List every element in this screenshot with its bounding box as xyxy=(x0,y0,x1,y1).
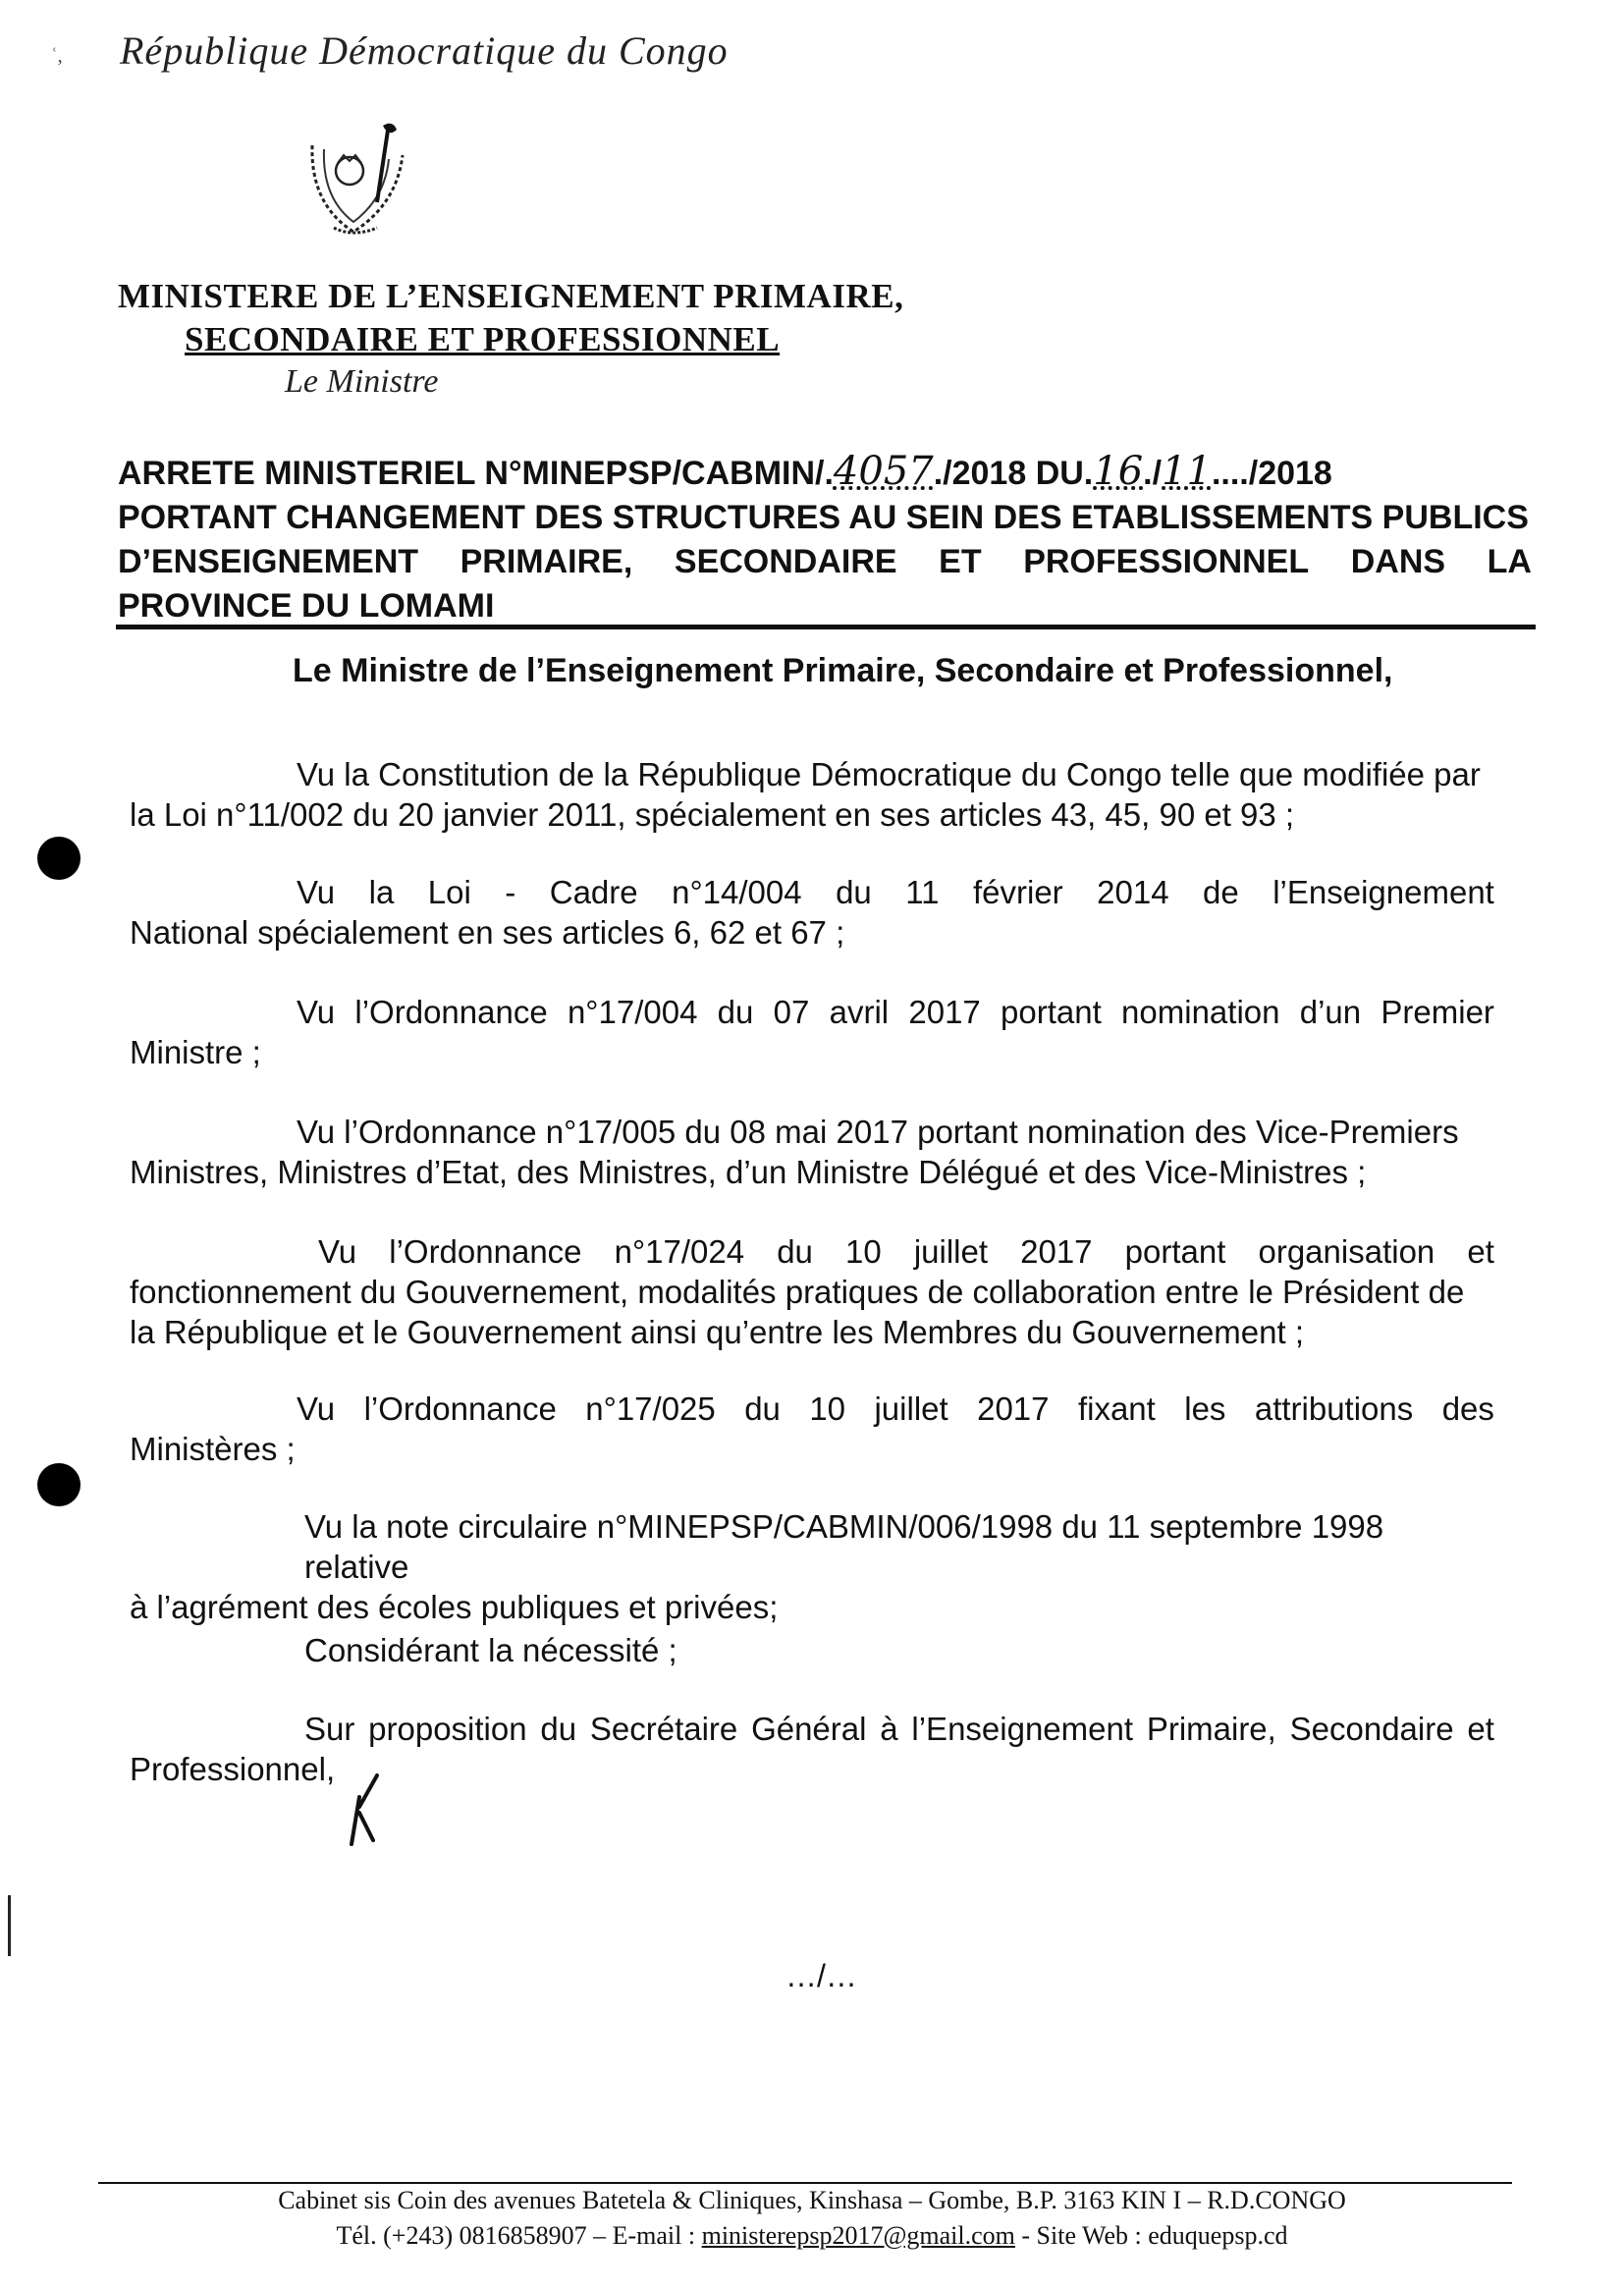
paragraph-line: Vu la note circulaire n°MINEPSP/CABMIN/006/1998 du 11 septembre 1998 relative xyxy=(304,1508,1384,1585)
decree-title-line1 xyxy=(118,450,1532,496)
word: l’Ordonnance xyxy=(389,1233,582,1270)
word: juillet xyxy=(874,1390,948,1427)
word: n°17/024 xyxy=(614,1233,745,1270)
word: 10 xyxy=(845,1233,882,1270)
coat-of-arms-icon xyxy=(295,116,422,244)
word: - xyxy=(505,874,516,910)
paragraph-constitution xyxy=(130,754,1494,835)
paragraph-ordonnance-17-005 xyxy=(130,1112,1494,1192)
minister-heading: Le Ministre de l’Enseignement Primaire, Secondaire et Professionnel, xyxy=(293,652,1393,689)
word: et xyxy=(1467,1233,1494,1270)
paragraph-loi-cadre xyxy=(130,872,1494,953)
minister-title-script: Le Ministre xyxy=(285,363,439,400)
word: organisation xyxy=(1258,1233,1435,1270)
handwritten-month: 11 xyxy=(1162,449,1212,494)
paragraph-line xyxy=(130,1389,1494,1429)
title-word: LA xyxy=(1487,543,1532,580)
word: de xyxy=(1203,874,1239,910)
word: du xyxy=(717,994,754,1030)
title-word: PRIMAIRE, xyxy=(460,543,633,580)
word: Secondaire xyxy=(1289,1711,1454,1747)
footer-email-link[interactable]: ministerepsp2017@gmail.com xyxy=(701,2221,1015,2250)
paragraph-line xyxy=(130,1709,1494,1749)
paragraph-considerant xyxy=(130,1630,1494,1670)
word: Général xyxy=(751,1711,867,1747)
word: juillet xyxy=(913,1233,989,1270)
word: Sur xyxy=(304,1711,355,1747)
paragraph-line: la République et le Gouvernement ainsi qu’entre les Membres du Gouvernement ; xyxy=(130,1314,1304,1350)
title-word: DANS xyxy=(1350,543,1446,580)
word: n°17/025 xyxy=(585,1390,716,1427)
footer-divider xyxy=(98,2182,1512,2184)
paragraph-note-circulaire xyxy=(130,1506,1494,1627)
word: 2017 xyxy=(977,1390,1050,1427)
word: attributions xyxy=(1254,1390,1414,1427)
word: du xyxy=(744,1390,781,1427)
handwritten-day: 16 xyxy=(1093,449,1144,494)
word: Cadre xyxy=(549,874,638,910)
word: 2017 xyxy=(908,994,981,1030)
title-divider xyxy=(116,625,1536,629)
word: à xyxy=(880,1711,898,1747)
ministry-name-line2: SECONDAIRE ET PROFESSIONNEL xyxy=(185,320,781,358)
word: n°14/004 xyxy=(672,874,802,910)
paragraph-line: Vu l’Ordonnance n°17/005 du 08 mai 2017 portant nomination des Vice-Premiers xyxy=(297,1114,1459,1150)
paragraph-ordonnance-17-024 xyxy=(130,1231,1494,1352)
word: avril xyxy=(829,994,890,1030)
paragraph-line: fonctionnement du Gouvernement, modalités pratiques de collaboration entre le Président de xyxy=(130,1274,1465,1310)
paragraph-line: National spécialement en ses articles 6, 62 et 67 ; xyxy=(130,914,845,951)
title-word: ET xyxy=(939,543,982,580)
word: 2017 xyxy=(1020,1233,1093,1270)
word: la xyxy=(368,874,395,910)
word: Vu xyxy=(318,1233,357,1270)
title-word: SECONDAIRE xyxy=(674,543,897,580)
page-continuation: …/… xyxy=(785,1958,857,1993)
decree-title-line3 xyxy=(118,540,1532,584)
decree-title xyxy=(118,450,1532,628)
word: l’Enseignement xyxy=(1272,874,1494,910)
decree-year-part: ./2018 DU. xyxy=(933,455,1094,492)
word: les xyxy=(1184,1390,1226,1427)
title-word: D’ENSEIGNEMENT xyxy=(118,543,419,580)
word: 07 xyxy=(773,994,810,1030)
word: du xyxy=(540,1711,577,1747)
footer-address: Cabinet sis Coin des avenues Batetela & Cliniques, Kinshasa – Gombe, B.P. 3163 KIN I – R.D.CONGO xyxy=(278,2186,1346,2214)
scan-edge-mark xyxy=(8,1895,11,1956)
paragraph-ordonnance-17-004 xyxy=(130,992,1494,1072)
word: portant xyxy=(1001,994,1102,1030)
word: Primaire, xyxy=(1146,1711,1276,1747)
paragraph-line: Considérant la nécessité ; xyxy=(304,1632,677,1668)
paragraph-line: Professionnel, xyxy=(130,1751,336,1787)
word: d’un xyxy=(1299,994,1362,1030)
footer-website: - Site Web : eduquepsp.cd xyxy=(1014,2221,1288,2250)
republic-heading: République Démocratique du Congo xyxy=(120,28,729,73)
word: Vu xyxy=(297,874,336,910)
paragraph-line xyxy=(130,992,1494,1032)
title-word: PROFESSIONNEL xyxy=(1023,543,1310,580)
paragraph-line: à l’agrément des écoles publiques et privées; xyxy=(130,1589,779,1625)
word: l’Enseignement xyxy=(911,1711,1134,1747)
word: Vu xyxy=(297,1390,336,1427)
word: février xyxy=(972,874,1063,910)
decree-number-prefix: ARRETE MINISTERIEL N°MINEPSP/CABMIN/. xyxy=(118,455,834,492)
word: Vu xyxy=(297,994,336,1030)
word: nomination xyxy=(1121,994,1280,1030)
paragraph-ordonnance-17-025 xyxy=(130,1389,1494,1469)
footer-phone: Tél. (+243) 0816858907 – E-mail : xyxy=(336,2221,702,2250)
ministry-name-line1: MINISTERE DE L’ENSEIGNEMENT PRIMAIRE, xyxy=(118,277,904,315)
date-separator: ./ xyxy=(1143,455,1163,492)
word: 10 xyxy=(809,1390,846,1427)
decree-title-line4: PROVINCE DU LOMAMI xyxy=(118,587,495,625)
scan-tick-mark: ʿ, xyxy=(51,45,63,67)
word: du xyxy=(836,874,872,910)
decree-date-suffix: ..../2018 xyxy=(1211,455,1332,492)
paragraph-line: Vu la Constitution de la République Démocratique du Congo telle que modifiée par xyxy=(297,756,1481,792)
word: l’Ordonnance xyxy=(363,1390,557,1427)
punch-hole-mark xyxy=(37,1463,81,1506)
word: 2014 xyxy=(1097,874,1169,910)
paragraph-line: Ministères ; xyxy=(130,1431,296,1467)
initial-signature-icon xyxy=(334,1768,383,1846)
word: fixant xyxy=(1077,1390,1156,1427)
word: Secrétaire xyxy=(589,1711,738,1747)
paragraph-line xyxy=(130,872,1494,912)
word: Loi xyxy=(427,874,471,910)
decree-title-line2: PORTANT CHANGEMENT DES STRUCTURES AU SEIN DES ETABLISSEMENTS PUBLICS xyxy=(118,499,1529,536)
paragraph-line xyxy=(130,1231,1494,1272)
word: n°17/004 xyxy=(567,994,698,1030)
paragraph-line: Ministres, Ministres d’Etat, des Ministres, d’un Ministre Délégué et des Vice-Ministres ; xyxy=(130,1154,1367,1190)
footer-contact xyxy=(0,2221,1624,2251)
paragraph-line: la Loi n°11/002 du 20 janvier 2011, spécialement en ses articles 43, 45, 90 et 93 ; xyxy=(130,796,1295,833)
word: proposition xyxy=(368,1711,527,1747)
word: des xyxy=(1441,1390,1494,1427)
word: Premier xyxy=(1380,994,1494,1030)
word: portant xyxy=(1124,1233,1226,1270)
paragraph-line: Ministre ; xyxy=(130,1034,261,1070)
word: et xyxy=(1467,1711,1494,1747)
word: l’Ordonnance xyxy=(354,994,548,1030)
punch-hole-mark xyxy=(37,837,81,880)
word: du xyxy=(777,1233,813,1270)
word: 11 xyxy=(905,874,940,910)
handwritten-decree-number: 4057 xyxy=(833,449,934,494)
